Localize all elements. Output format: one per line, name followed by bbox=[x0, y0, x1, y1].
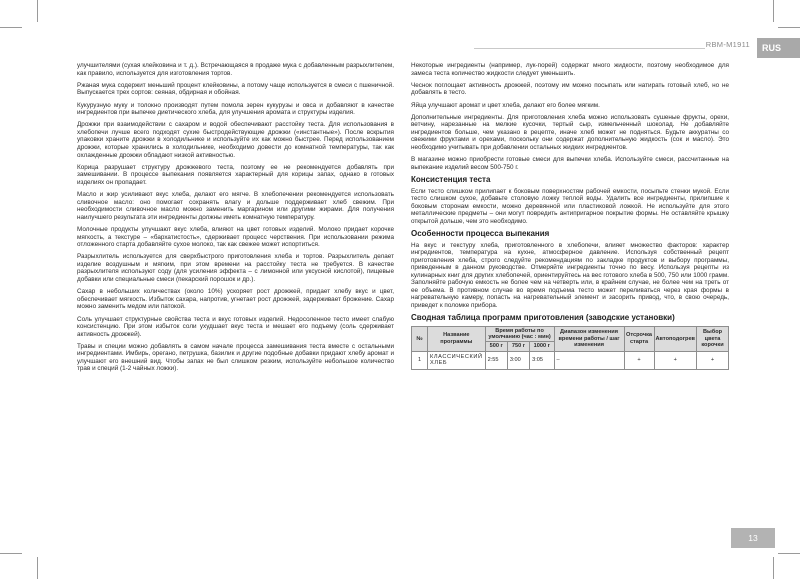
page-number: 13 bbox=[731, 528, 775, 548]
table-header-row bbox=[412, 326, 729, 342]
language-tab: RUS bbox=[757, 38, 800, 58]
crop-mark bbox=[778, 27, 800, 28]
crop-mark bbox=[0, 27, 22, 28]
table-cell: 1 bbox=[412, 351, 428, 369]
table-cell: 2:55 bbox=[485, 351, 507, 369]
column-header: Название программы bbox=[428, 326, 486, 351]
crop-mark bbox=[37, 557, 38, 579]
left-column bbox=[77, 62, 394, 378]
header-rule bbox=[474, 48, 705, 49]
paragraph: Разрыхлитель используется для сверхбыстрого приготовления хлеба и тортов. Разрыхлитель делает изделие воздушным и мягким, при этом времени на расстойку теста не требуется. В качестве разрыхлителя используют соду (для усиления эффекта – с лимонной или уксусной кислотой), пищевые добавки или специальные смеси (пекарский порошок и др.). bbox=[77, 253, 394, 283]
right-column bbox=[411, 62, 729, 370]
table-cell: – bbox=[554, 351, 624, 369]
table-cell: 3:00 bbox=[507, 351, 529, 369]
column-header: 750 г bbox=[507, 342, 529, 351]
paragraph: Корица разрушает структуру дрожжевого теста, поэтому ее не рекомендуется добавлять при замешивании. В процессе выпекания появляется характерный для корицы запах, однако в готовых изделиях он пропадает. bbox=[77, 163, 394, 186]
crop-mark bbox=[773, 557, 774, 579]
table-cell: + bbox=[624, 351, 654, 369]
column-header: Диапазон изменения времени работы / шаг изменения bbox=[554, 326, 624, 351]
section-heading-consistency: Консистенция теста bbox=[411, 175, 491, 184]
section-heading-table: Сводная таблица программ приготовления (заводские установки) bbox=[411, 313, 675, 323]
column-header: 1000 г bbox=[530, 342, 554, 351]
paragraph: В магазине можно приобрести готовые смеси для выпечки хлеба. Используйте смеси, рассчитанные на выпекание изделий весом 500-750 г. bbox=[411, 156, 729, 171]
paragraph: Сахар в небольших количествах (около 10%) ускоряет рост дрожжей, придает хлебу вкус и цвет, обеспечивает мягкость. Избыток сахара, напротив, угнетает рост дрожжей, задерживает брожение. Сахар можно заменить медом или патокой. bbox=[77, 288, 394, 311]
crop-mark bbox=[37, 0, 38, 22]
model-label: RBM-M1911 bbox=[705, 40, 750, 49]
table-cell: 3:05 bbox=[530, 351, 554, 369]
paragraph: Масло и жир усиливают вкус хлеба, делают его мягче. В хлебопечении рекомендуется использовать сливочное масло: оно помогает сохранять влагу и дольше поддерживает хлеб свежим. При необходимости сливочное масло можно заменить маргарином или другими жирами. Для получения наилучшего результата эти ингредиенты должны иметь комнатную температуру. bbox=[77, 191, 394, 221]
paragraph: Дрожжи при взаимодействии с сахаром и водой обеспечивают расстойку теста. Для использования в хлебопечи лучше всего подходят сухие быстродействующие дрожжи («инстантные»). После вскрытия упаковки храните дрожжи в холодильнике и используйте их как можно быстрее. Перед использованием дрожжи, которые хранились в холодильнике, необходимо довести до комнатной температуры, так как охлажденные дрожжи обладают низкой активностью. bbox=[77, 121, 394, 159]
paragraph: Чеснок поглощает активность дрожжей, поэтому им можно посыпать или натирать готовый хлеб, но не добавлять в тесто. bbox=[411, 81, 729, 97]
programs-table bbox=[411, 326, 729, 370]
paragraph: Молочные продукты улучшают вкус хлеба, влияют на цвет готовых изделий. Молоко придает корочке мягкость, а текстуре – «бархатистость», сдерживает процесс черствения. При использовании режима отложенного старта добавляйте сухое молоко, так как свежее может испортиться. bbox=[77, 225, 394, 249]
paragraph: На вкус и текстуру хлеба, приготовленного в хлебопечи, влияет множество факторов: характер ингредиентов, температура на кухне, атмосферное давление. Используя собственный рецепт приготовления хлеба, строго следуйте рекомендациям по закладке продуктов и выбору программы, приведенным в данном руководстве. Отмеряйте ингредиенты точно по весу. Используя рецепты из кулинарных книг для других хлебопечей, ориентируйтесь на вес готового хлеба в 500, 750 или 1000 грамм. Заполняйте рабочую емкость не более чем на четверть или, в крайнем случае, не более чем на треть от ее объема. В противном случае во время подъема тесто может переливаться через края формы в нагревательную камеру, попасть на нагревательный элемент и засорить привод, что, в свою очередь, приведет к поломке прибора. bbox=[411, 241, 729, 309]
column-header: № bbox=[412, 326, 428, 351]
column-header: Время работы по умолчанию (час : мин) bbox=[485, 326, 554, 342]
crop-mark bbox=[773, 0, 774, 22]
table-row bbox=[412, 351, 729, 369]
paragraph: Травы и специи можно добавлять в самом начале процесса замешивания теста вместе с остальными ингредиентами. Имбирь, орегано, петрушка, базилик и другие подобные добавки придают хлебу аромат и улучшают его внешний вид. Чтобы запах не был слишком резким, используйте небольшое количество трав и специй (1-2 чайных ложки). bbox=[77, 342, 394, 373]
crop-mark bbox=[778, 553, 800, 554]
table-cell: + bbox=[654, 351, 696, 369]
column-header: Отсрочка старта bbox=[624, 326, 654, 351]
table-cell: + bbox=[697, 351, 729, 369]
paragraph: Кукурузную муку и толокно производят путем помола зерен кукурузы и овса и добавляют в качестве ингредиентов при выпечке диетического хлеба, для улучшения аромата и структуры изделия. bbox=[77, 101, 394, 117]
table-cell: КЛАССИЧЕСКИЙ ХЛЕБ bbox=[428, 351, 486, 369]
paragraph: Ржаная мука содержит меньший процент клейковины, а потому чаще используется в смеси с пшеничной. Выпускается трех сортов: сеяная, обдирная и обойная. bbox=[77, 81, 394, 97]
paragraph: улучшителями (сухая клейковина и т. д.). Встречающаяся в продаже мука с добавленным разрыхлителем, как правило, используется для изготовления тортов. bbox=[77, 62, 394, 77]
paragraph: Если тесто слишком прилипает к боковым поверхностям рабочей емкости, посыпьте стенки мукой. Если тесто слишком сухое, добавьте столовую ложку теплой воды. Удалить все ингредиенты, прилипшие к боковым сторонам емкости, можно деревянной или пластиковой ложкой. Не используйте для этого металлические предметы – они могут повредить антипригарное покрытие формы. Не оставляйте крышку открытой дольше, чем это необходимо. bbox=[411, 187, 729, 225]
paragraph: Дополнительные ингредиенты. Для приготовления хлеба можно использовать сушеные фрукты, орехи, ветчину, нарезанные на мелкие кусочки, тертый сыр, измельченный шоколад. Не добавляйте ингредиентов больше, чем указано в рецепте, иначе хлеб может не подняться. Будьте аккуратны со свежими фруктами и орехами, поскольку они содержат дополнительную жидкость (сок и масло). Это необходимо учитывать при добавлении остальных жидких ингредиентов. bbox=[411, 113, 729, 151]
crop-mark bbox=[0, 553, 22, 554]
column-header: Выбор цвета корочки bbox=[697, 326, 729, 351]
column-header: 500 г bbox=[485, 342, 507, 351]
paragraph: Некоторые ингредиенты (например, лук-порей) содержат много жидкости, поэтому необходимое для замеса теста количество жидкости следует уменьшить. bbox=[411, 62, 729, 77]
paragraph: Соль улучшает структурные свойства теста и вкус готовых изделий. Недосоленное тесто имеет слабую консистенцию. При этом избыток соли ухудшает вкус теста и мешает его подъему (соль сдерживает активность дрожжей). bbox=[77, 315, 394, 338]
column-header: Автоподогрев bbox=[654, 326, 696, 351]
paragraph: Яйца улучшают аромат и цвет хлеба, делают его более мягким. bbox=[411, 101, 600, 109]
section-heading-baking: Особенности процесса выпекания bbox=[411, 228, 550, 238]
